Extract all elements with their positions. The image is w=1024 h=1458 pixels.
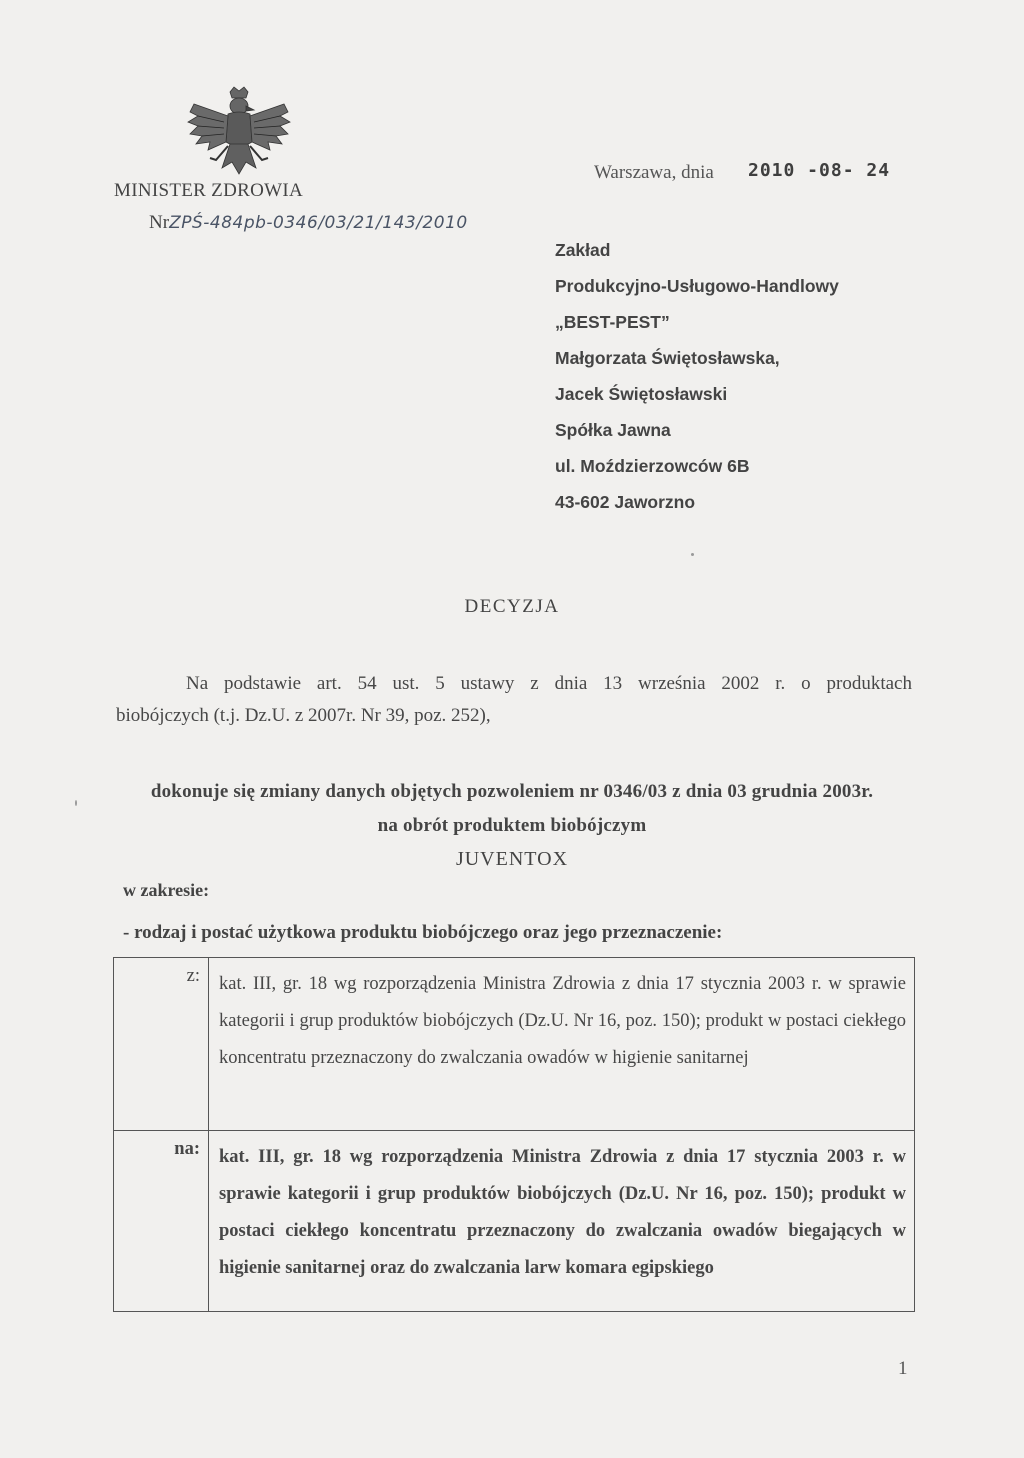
issuer-title: MINISTER ZDROWIA <box>114 180 303 201</box>
reference-number <box>149 212 468 234</box>
scan-speck <box>691 553 694 556</box>
recipient-line: „BEST-PEST” <box>555 312 670 332</box>
scan-speck <box>75 800 77 806</box>
change-statement: dokonuje się zmiany danych objętych pozwoleniem nr 0346/03 z dnia 03 grudnia 2003r. <box>150 781 874 802</box>
recipient-line: Zakład <box>555 240 611 260</box>
product-name: JUVENTOX <box>455 848 569 870</box>
reference-handwritten: ZPŚ-484pb-0346/03/21/143/2010 <box>169 213 468 233</box>
recipient-line: 43-602 Jaworzno <box>555 492 696 512</box>
reference-prefix: Nr <box>149 212 170 233</box>
trade-statement: na obrót produktem biobójczym <box>377 815 647 836</box>
scope-item: - rodzaj i postać użytkowa produktu biobójczego oraz jego przeznaczenie: <box>123 922 723 943</box>
table-row-from <box>114 958 915 1131</box>
legal-basis <box>116 668 912 732</box>
from-label: z: <box>114 958 209 1131</box>
page-number: 1 <box>898 1358 908 1379</box>
place-date-label: Warszawa, dnia <box>594 162 714 183</box>
legal-basis-line-1: Na podstawie art. 54 ust. 5 ustawy z dnia 13 września 2002 r. o produktach <box>186 673 912 694</box>
changes-table <box>113 957 915 1312</box>
polish-eagle-emblem-icon <box>186 86 292 182</box>
scope-label: w zakresie: <box>123 880 210 900</box>
legal-basis-line-2: biobójczych (t.j. Dz.U. z 2007r. Nr 39, poz. 252), <box>116 705 491 726</box>
recipient-line: ul. Moździerzowców 6B <box>555 456 750 476</box>
recipient-line: Produkcyjno-Usługowo-Handlowy <box>555 276 839 296</box>
recipient-line: Spółka Jawna <box>555 420 671 440</box>
to-text: kat. III, gr. 18 wg rozporządzenia Ministra Zdrowia z dnia 17 stycznia 2003 r. w sprawie kategorii i grup produktów biobójczych (Dz.U. Nr 16, poz. 150); produkt w postaci ciekłego koncentratu przeznaczony do zwalczania owadów biegających w higienie sanitarnej oraz do zwalczania larw komara egipskiego <box>209 1131 915 1312</box>
recipient-line: Jacek Świętosławski <box>555 384 728 404</box>
recipient-address-block <box>555 232 839 520</box>
recipient-line: Małgorzata Świętosławska, <box>555 348 780 368</box>
decision-title: DECYZJA <box>464 596 560 617</box>
table-row-to <box>114 1131 915 1312</box>
to-label: na: <box>114 1131 209 1312</box>
from-text: kat. III, gr. 18 wg rozporządzenia Ministra Zdrowia z dnia 17 stycznia 2003 r. w sprawie kategorii i grup produktów biobójczych (Dz.U. Nr 16, poz. 150); produkt w postaci ciekłego koncentratu przeznaczony do zwalczania owadów w higienie sanitarnej <box>209 958 915 1131</box>
date-stamp: 2010 -08- 24 <box>748 160 891 181</box>
